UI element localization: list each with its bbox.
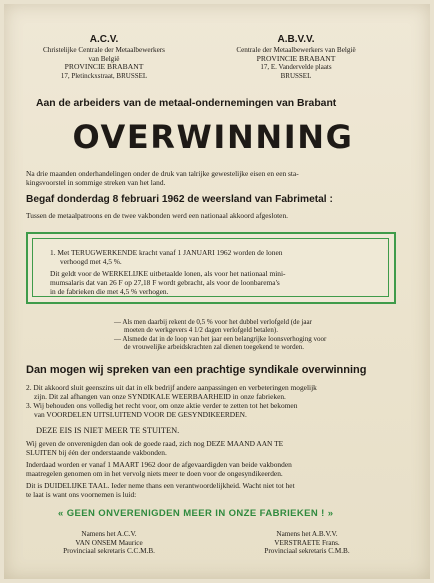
left-org-province: PROVINCIE BRABANT	[64, 62, 144, 72]
closing-block	[26, 440, 418, 499]
wage-point2-line2: mumsalaris dat van 26 F op 27,18 F wordt gebracht, als voor de loonbarema's	[50, 277, 280, 287]
point3-line1: 3. Wij behouden ons volledig het recht voor, om onze aktie verder te zetten tot het bekomen	[26, 400, 298, 410]
right-signature-line1: Namens het A.B.V.V.	[276, 530, 338, 538]
left-org-address: 17, Pletinckxstraat, BRUSSEL	[60, 71, 148, 80]
benefit-2-line2: de vrouwelijke arbeidskrachten zal dienen toegekend te worden.	[124, 343, 304, 352]
wage-point2-line3: in de fabrieken die met 4,5 % verhogen.	[50, 286, 169, 296]
point3-line2: van VOORDELEN UITSLUITEND VOOR DE GESYNDIKEERDEN.	[34, 409, 247, 419]
wage-point1-line2: verhoogd met 4,5 %.	[60, 256, 122, 266]
date-heading: Begaf donderdag 8 februari 1962 de weersland van Fabrimetal :	[26, 194, 333, 205]
intro-line2: kingsvoorstel in sommige streken van het land.	[26, 177, 166, 187]
right-signature	[232, 530, 382, 556]
closing1-line2: SLUITEN bij één der onderstaande vakbonden.	[26, 447, 167, 457]
intro-line1: Na drie maanden onderhandelingen onder de druk van talrijke gewestelijke eisen en een sta-	[26, 169, 299, 178]
intro-text	[26, 170, 411, 188]
point2-line2: zijn. Dit zal afhangen van onze SYNDIKALE WEERBAARHEID in onze fabrieken.	[34, 391, 286, 401]
victory-heading: Dan mogen wij spreken van een prachtige syndikale overwinning	[26, 364, 367, 376]
points-block	[26, 384, 418, 420]
right-org-acronym: A.B.V.V.	[277, 34, 315, 45]
benefit-2-line1: — Alsmede dat in de loop van het jaar een belangrijke loonsverhoging voor	[114, 334, 327, 343]
poster-subtitle: Aan de arbeiders van de metaal-ondernemingen van Brabant	[36, 98, 337, 109]
wage-point2	[50, 270, 392, 297]
left-signature-name: VAN ONSEM Maurice	[75, 538, 143, 547]
left-signature	[34, 530, 184, 556]
closing1-line1: Wij geven de onverenigden dan ook de goede raad, zich nog DEZE MAAND AAN TE	[26, 439, 284, 448]
poster-headline: OVERWINNING	[72, 118, 354, 156]
closing3-line2: te laat is want ons voornemen is luid:	[26, 489, 137, 499]
benefit-1-line1: — Als men daarbij rekent de 0,5 % voor het dubbel verlofgeld (de jaar	[114, 318, 312, 326]
wage-point2-line1: Dit geldt voor de WERKELIJKE uitbetaalde lonen, als voor het nationaal mini-	[50, 269, 286, 278]
closing2-line1: Inderdaad worden er vanaf 1 MAART 1962 door de afgevaardigden van beide vakbonden	[26, 459, 292, 469]
left-org-acronym: A.C.V.	[89, 34, 119, 45]
closing2-line2: maatregelen genomen om in het vervolg niets meer te doen voor de ongesyndikeerden.	[26, 468, 283, 478]
right-org-address-line2: BRUSSEL	[280, 71, 312, 80]
benefit-1-line2: moeten de werkgevers 4 1/2 dagen verlofgeld betalen).	[124, 326, 278, 335]
left-org-name-line1: Christelijke Centrale der Metaalbewerkers	[43, 46, 165, 54]
wage-point1-line1: 1. Met TERUGWERKENDE kracht vanaf 1 JANUARI 1962 worden de lonen	[50, 248, 283, 257]
extra-benefits	[114, 318, 414, 352]
closing3-line1: Dit is DUIDELIJKE TAAL. Ieder neme thans een verantwoordelijkheid. Wacht niet tot het	[26, 480, 295, 490]
agreement-text: Tussen de metaalpatroons en de twee vakbonden werd een nationaal akkoord afgesloten.	[26, 211, 289, 220]
wage-point1	[50, 249, 380, 267]
left-org-header	[24, 34, 184, 80]
left-signature-role: Provinciaal sekretaris C.C.M.B.	[63, 547, 155, 556]
demand-statement: DEZE EIS IS NIET MEER TE STUITEN.	[36, 426, 180, 435]
right-signature-name: VERSTRAETE Frans.	[274, 538, 340, 547]
right-org-name-line1: Centrale der Metaalbewerkers van België	[236, 46, 356, 54]
wage-increase-box	[26, 232, 396, 304]
right-org-header	[216, 34, 376, 80]
right-org-address-line1: 17, E. Vandervelde plaats	[260, 63, 332, 72]
left-signature-line1: Namens het A.C.V.	[81, 530, 137, 538]
right-signature-role: Provinciaal sekretaris C.M.B.	[264, 547, 350, 556]
point2-line1: 2. Dit akkoord sluit geenszins uit dat in elk bedrijf andere aanpassingen en verbeteringen mogelijk	[26, 383, 317, 392]
slogan: « GEEN ONVERENIGDEN MEER IN ONZE FABRIEKEN ! »	[58, 508, 334, 519]
right-org-province: PROVINCIE BRABANT	[256, 53, 336, 63]
left-org-name-line2: van België	[88, 54, 120, 63]
